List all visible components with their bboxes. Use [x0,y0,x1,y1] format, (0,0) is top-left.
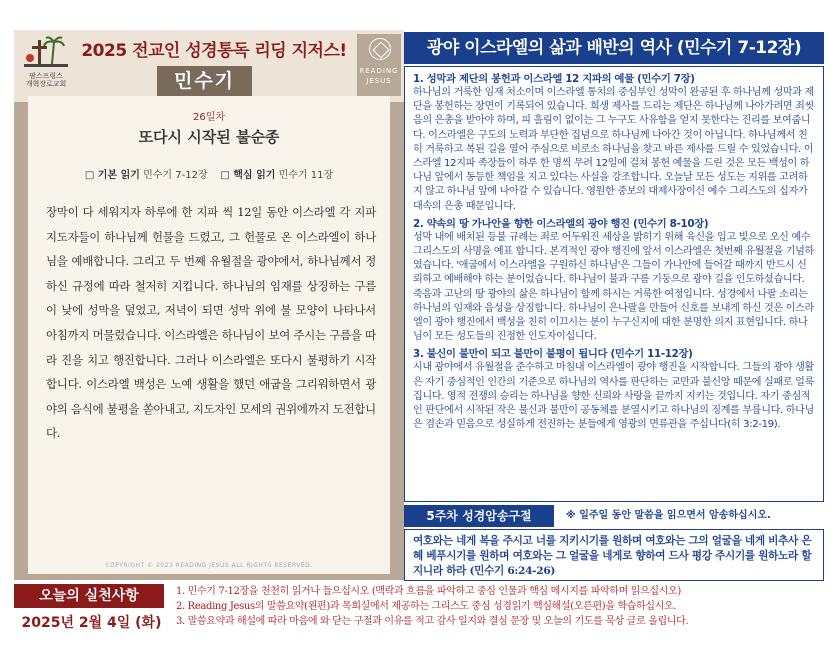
church-logo [20,36,72,92]
memory-verse-note: ※ 일주일 동안 말씀을 읽으면서 암송하십시오. [566,510,771,521]
section-heading: 2. 약속의 땅 가나안을 향한 이스라엘의 광야 행진 (민수기 8-10장) [413,217,709,230]
memory-verse: 여호와는 네게 복을 주시고 너를 지키시기를 원하며 여호와는 그의 얼굴을 네게 비추사 은혜 베푸시기를 원하며 여호와는 그 얼굴을 네게로 향하여 드사 평강 주시기를 원하노라 할지니라 하라 (민수기 6:24-26) [404,529,824,581]
section-heading: 1. 성막과 제단의 봉헌과 이스라엘 12 지파의 예물 (민수기 7장) [413,73,695,85]
practice-item: 1. 민수기 7-12장을 천천히 읽거나 들으십시오 (맥락과 흐름을 파악하고 중심 인물과 핵심 메시지를 파악하며 읽으십시오) [176,586,681,597]
memory-verse-tag: 5주차 성경암송구절 [404,505,554,527]
practice-list [176,584,826,629]
practice-item: 2. Reading Jesus의 말씀요약(왼편)과 목회실에서 제공하는 그리스도 중심 성경읽기 핵심해설(오른편)을 학습하십시오. [176,601,677,612]
day-label: 26일차 [192,112,226,123]
reading-jesus-text: READING JESUS [359,67,399,85]
commentary-box [404,66,824,502]
book-tab: 민수기 [157,66,252,96]
basic-reading-ref: 민수기 7-12장 [143,170,208,181]
section-body: 하나님의 거룩한 임재 처소이며 이스라엘 통치의 중심부인 성막이 완공된 후 하나님께 성막과 제단을 봉헌하는 장면이 기록되어 있습니다. 희생 제사를 드리는 제단은 하나님께 나아가려면 죄씻음의 은총을 받아야 하며, 피 흘림이 없이는 그 누구도 사유함을 얻지 못한다는 진리를 보여줍니다. 이스라엘은 구도의 노력과 부단한 집념으로 하나님께 나아간 것이 아닙니다. 하나님께서 친히 거룩하고 복된 길을 열어 주심으로 비로소 하나님을 찾고 바른 제사를 드릴 수 있었습니다. 이스라엘 12지파 족장들이 하루 한 명씩 무려 12일에 걸쳐 봉헌 예물을 드린 것은 모든 백성이 하나님 앞에서 동등한 책임을 지고 있다는 사실을 강조합니다. 오늘날 모든 성도는 지위를 고려하지 않고 하나님 앞에 나아갈 수 있습니다. 영원한 중보의 대제사장이신 예수 그리스도의 십자가 대속의 은총 때문입니다. [413,87,814,212]
basic-reading-label: □ 기본 읽기 [84,170,140,181]
cross-palm-icon [20,36,72,72]
practice-item: 3. 말씀요약과 해설에 따라 마음에 와 닫는 구절과 이유를 적고 감사 일지와 결심 문장 및 오늘의 기도를 묵상 글로 올립니다. [176,616,689,627]
copyright: COPYRIGHT © 2023 READING JESUS ALL RIGHTS RESERVED. [105,562,313,569]
commentary-title: 광야 이스라엘의 삶과 배반의 역사 (민수기 7-12장) [404,32,824,64]
church-name: 팜스프링스 개혁장로교회 [25,72,67,88]
section-body: 시내 광야에서 유월절을 준수하고 마침내 이스라엘이 광야 행진을 시작합니다. 그들의 광야 생활은 자기 중심적인 인간의 기준으로 하나님의 역사를 판단하는 교만과 불신앙 때문에 실패로 얼룩집니다. 영적 전쟁의 승리는 하나님을 향한 신뢰와 사랑을 끝까지 지키는 것입니다. 자기 중심적인 판단에서 시작된 작은 불신과 불만이 공동체를 분열시키고 하나님의 징계를 부릅니다. 하나님은 겸손과 믿음으로 성실하게 전진하는 분들에게 영광의 면류관을 주십니다(히 3:2-19). [413,362,814,431]
card-subtitle: 또다시 시작된 불순종 [138,128,280,146]
summary-body: 장막이 다 세워지자 하루에 한 지파 씩 12일 동안 이스라엘 각 지파 지도자들이 하나님께 헌물을 드렸고, 그 헌물로 온 이스라엘이 하나님을 예배합니다. 그리고 두 번째 유월절을 광야에서, 하나님께서 정하신 규정에 따라 철저히 지킵니다. 하나님의 임재를 상징하는 구름이 낮에 성막을 덮었고, 저녁이 되면 성막 위에 불 모양이 나타나서 아침까지 머물렀습니다. 이스라엘은 하나님이 보여 주시는 구름을 따라 진을 치고 행진합니다. 그러나 이스라엘은 또다시 불평하기 시작합니다. 이스라엘 백성은 노예 생활을 했던 애굽을 그리워하면서 광야의 음식에 불평을 쏟아내고, 지도자인 모세의 권위에까지 도전합니다. [46,205,376,441]
reading-card [28,96,390,574]
practice-tag: 오늘의 실천사항 [14,584,164,608]
reading-jesus-logo [357,34,401,96]
core-reading-ref: 민수기 11장 [278,170,334,181]
main-title: 2025 전교인 성경통독 리딩 지저스! [81,41,347,61]
reading-assignments [28,166,390,181]
reading-jesus-mark-icon [369,38,391,60]
section-body: 성막 내에 배치된 등불 규례는 죄로 어두워진 세상을 밝히기 위해 육신을 입고 빛으로 오신 예수 그리스도의 사명을 예표 합니다. 본격적인 광야 행진에 앞서 이스라엘은 첫번째 유월절을 기념하였습니다. '애굽에서 이스라엘을 구원하신 하나님'은 그들이 가나안에 들어갈 때까지 반드시 신뢰하고 예배해야 하는 분이었습니다. 하나님이 불과 구름 기둥으로 광야 길을 인도하셨습니다. 죽음과 고난의 땅 광야의 삶은 하나님이 함께 하시는 거룩한 여정입니다. 성경에서 나팔 소리는 하나님의 임재와 음성을 상징합니다. 하나님이 은나팔을 만들어 신호를 보내게 하신 것은 이스라엘이 광야 행진에서 백성을 친히 이끄시는 분이 누구신지에 대한 분명한 의지 표현입니다. 하나님이 모든 성도들의 진정한 인도자이십니다. [413,231,814,343]
core-reading-label: □ 핵심 읽기 [220,170,276,181]
date: 2025년 2월 4일 (화) [21,615,162,631]
section-heading: 3. 불신이 불만이 되고 불만이 불평이 됩니다 (민수기 11-12장) [413,348,693,361]
